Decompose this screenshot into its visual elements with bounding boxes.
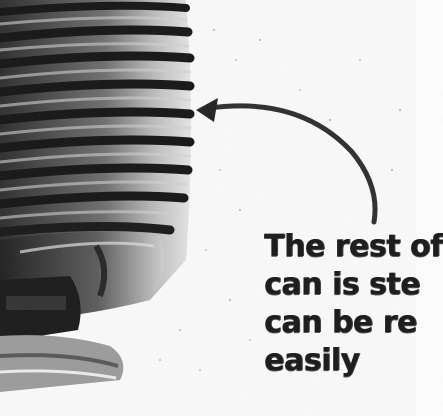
caption-line-2: can is ste: [264, 267, 420, 302]
caption-text: [264, 228, 443, 380]
caption-line-4: easily: [264, 343, 360, 378]
caption-line-3: can be re: [264, 305, 417, 340]
caption-line-1: The rest of: [264, 229, 443, 264]
